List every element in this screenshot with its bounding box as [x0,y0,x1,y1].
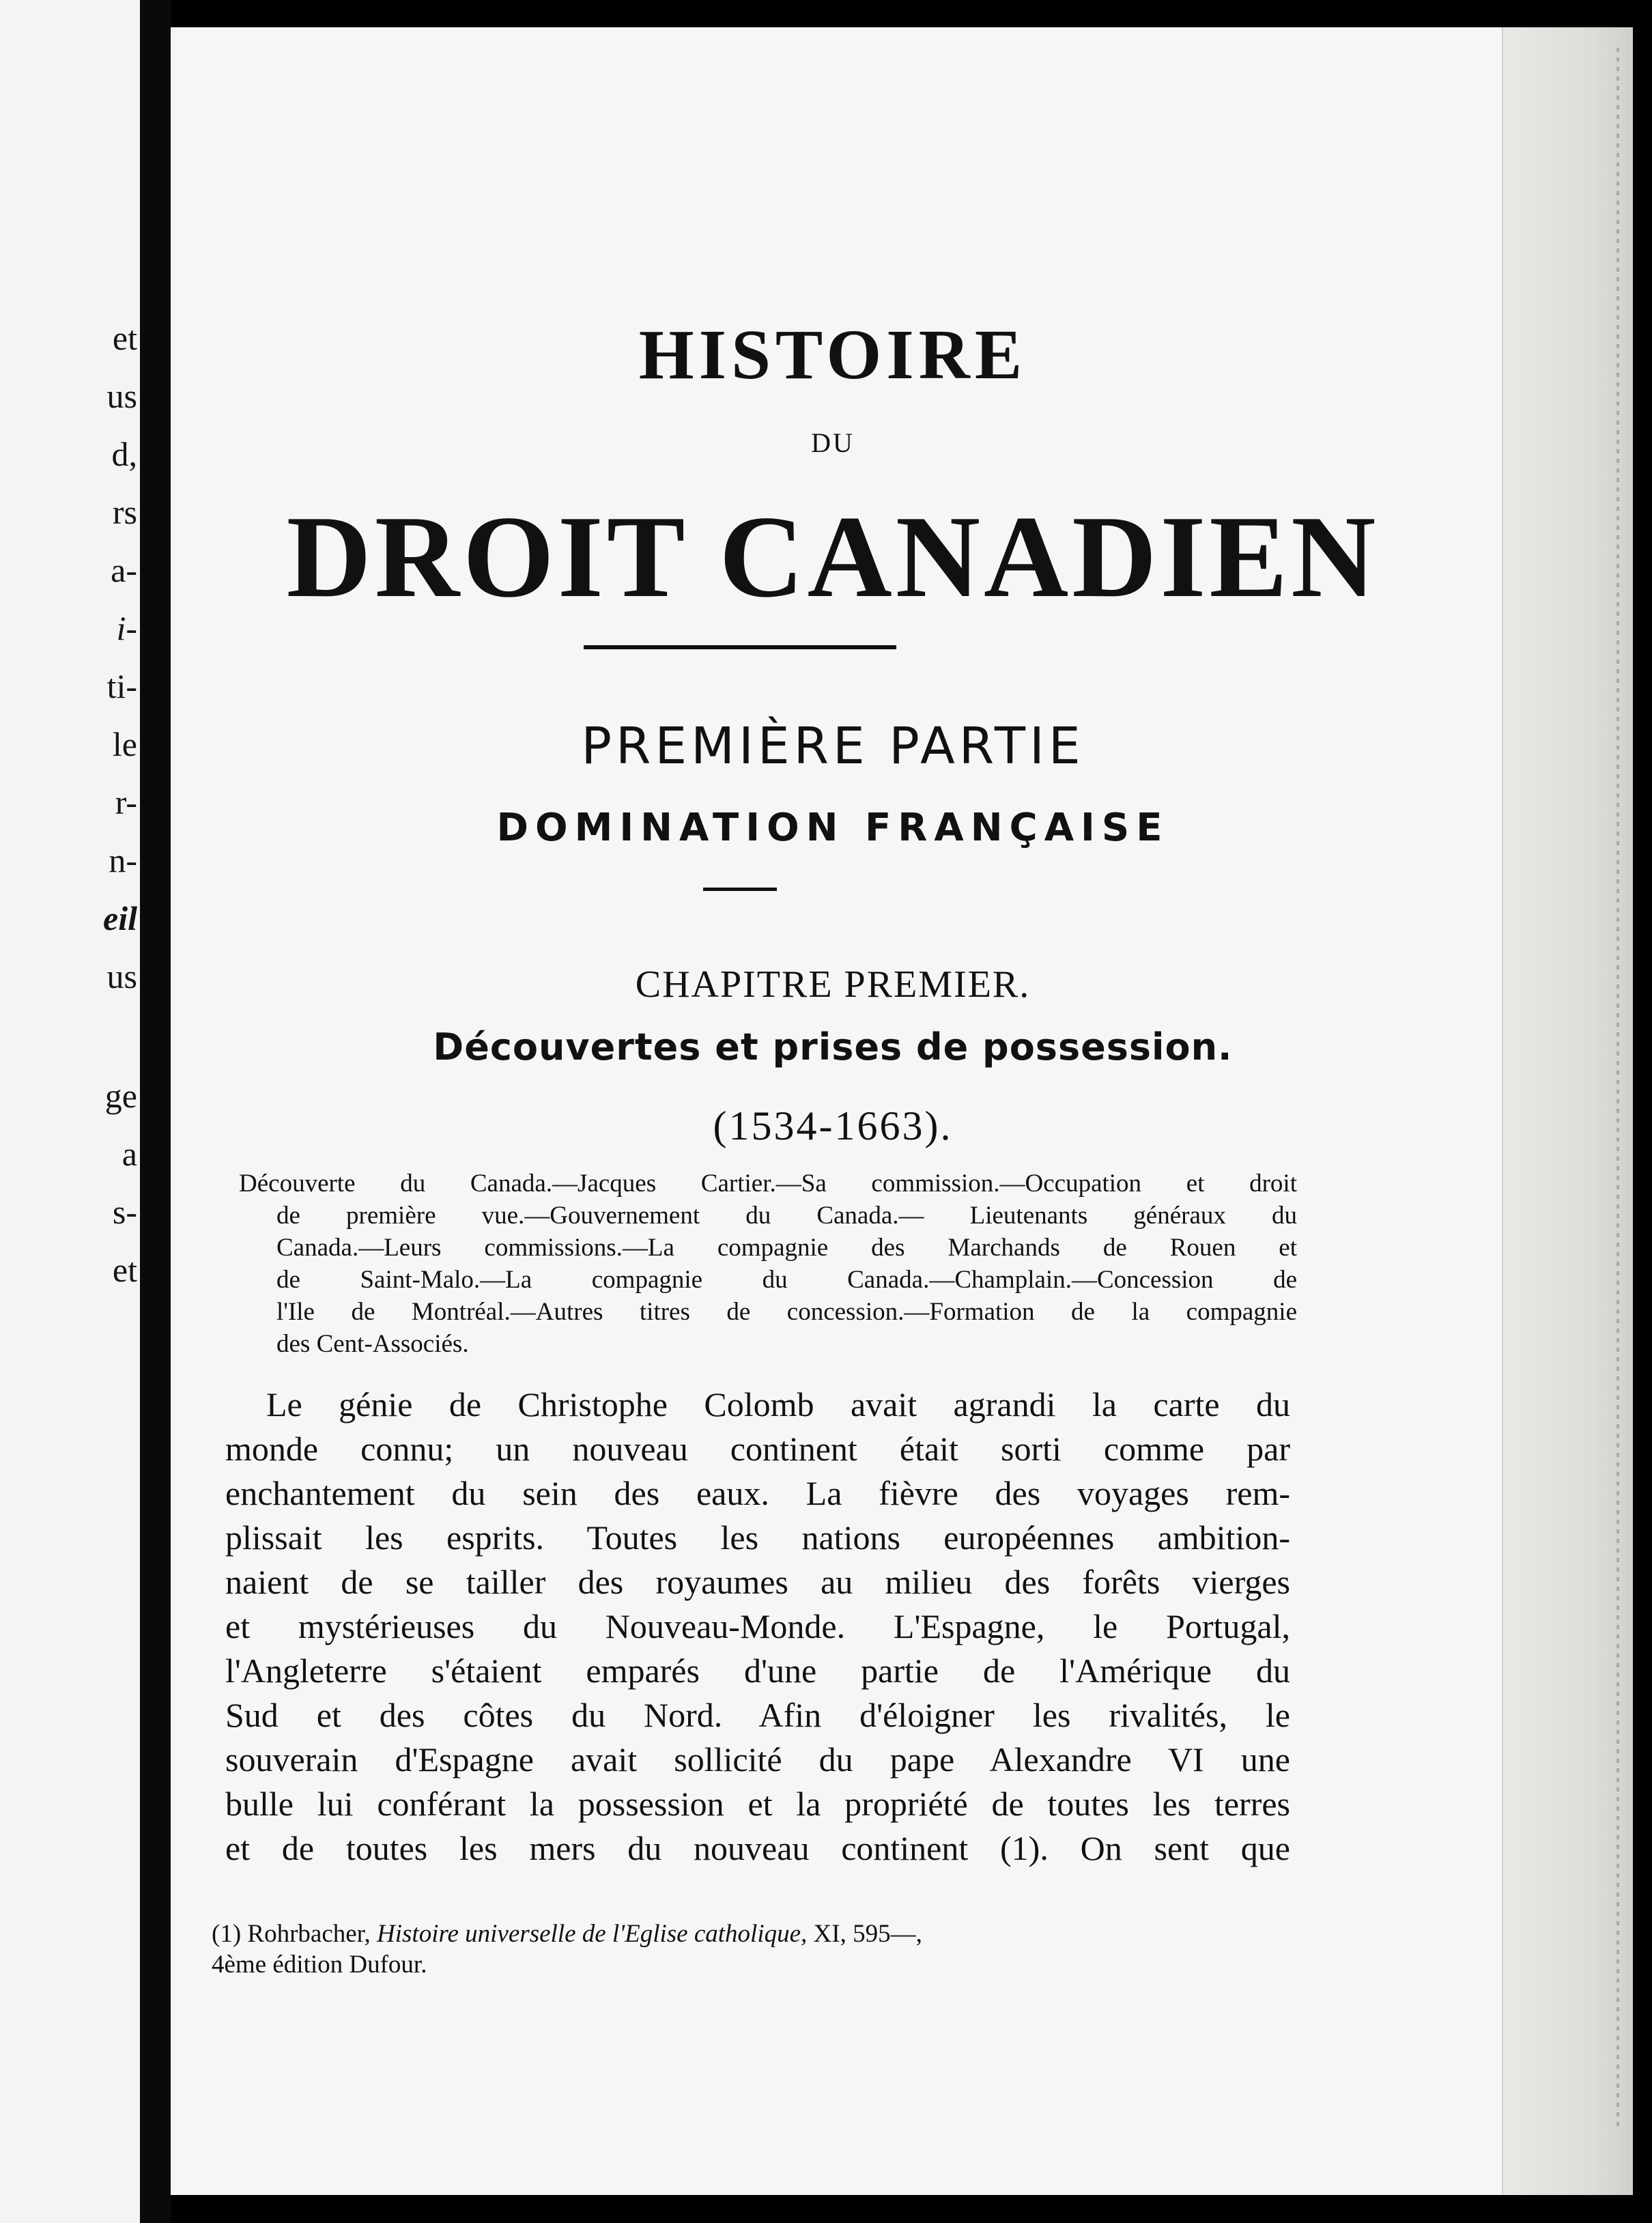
adjacent-page-fragment: us [106,957,137,995]
adjacent-page-fragment: d, [111,435,137,473]
footnote-line [212,1918,1304,1949]
adjacent-page-fragment: et [112,319,137,357]
adjacent-page-fragment: eil [103,899,137,937]
summary-line: de Saint-Malo.—La compagnie du Canada.—Champlain.—Concession de [276,1266,1297,1294]
chapter-title: Découvertes et prises de possession. [433,1025,1233,1068]
adjacent-page-fragment: us [106,377,137,415]
adjacent-page-fragment: r- [115,783,137,821]
body-line: et de toutes les mers du nouveau continent (1). On sent que [225,1829,1290,1867]
adjacent-page-fragment: ti- [106,667,137,705]
body-text [225,1383,1290,1871]
footnote-marker: (1) [212,1920,242,1948]
body-line: monde connu; un nouveau continent était sorti comme par [225,1430,1290,1468]
adjacent-page-fragment: n- [109,841,137,879]
adjacent-page-fragment: ge [104,1077,137,1115]
adjacent-page-fragment: et [112,1251,137,1289]
chapter-heading: CHAPITRE PREMIER. [635,963,1031,1006]
adjacent-page-strip [0,0,140,2223]
summary-line: des Cent-Associés. [276,1330,469,1358]
adjacent-page-fragment: a- [111,551,137,589]
summary-line: l'Ile de Montréal.—Autres titres de concession.—Formation de la compagnie [276,1298,1297,1326]
adjacent-page-fragment: i- [116,609,137,647]
chapter-dates: (1534-1663). [713,1103,953,1148]
summary-line: Découverte du Canada.—Jacques Cartier.—Sa commission.—Occupation et droit [239,1170,1297,1198]
body-line: Sud et des côtes du Nord. Afin d'éloigner les rivalités, le [225,1696,1290,1734]
body-line: Le génie de Christophe Colomb avait agrandi la carte du [266,1385,1290,1424]
part-subtitle: DOMINATION FRANÇAISE [496,806,1169,850]
title-line-droit-canadien: DROIT CANADIEN [286,492,1380,622]
adjacent-page-fragment: rs [112,493,137,531]
footnote-edition: 4ème édition Dufour. [212,1951,427,1979]
adjacent-page-fragment: s- [112,1193,137,1231]
title-divider-rule [584,645,896,649]
summary-line: de première vue.—Gouvernement du Canada.— Lieutenants généraux du [276,1202,1297,1230]
body-line: plissait les esprits. Toutes les nations européennes ambition- [225,1518,1290,1557]
adjacent-page-fragment: a [122,1135,137,1173]
footnote-work-title: Histoire universelle de l'Eglise catholique, [377,1920,808,1948]
title-line-du: DU [811,427,855,458]
footnote [212,1918,1304,1980]
book-page [171,27,1633,2195]
body-line: souverain d'Espagne avait sollicité du pape Alexandre VI une [225,1740,1290,1779]
footnote-author: Rohrbacher, [247,1920,371,1948]
adjacent-page-fragment: le [112,725,137,763]
body-line: et mystérieuses du Nouveau-Monde. L'Espagne, le Portugal, [225,1607,1290,1645]
body-line: bulle lui conférant la possession et la propriété de toutes les terres [225,1785,1290,1823]
book-spine-shadow [140,0,171,2223]
part-heading: PREMIÈRE PARTIE [581,717,1085,776]
chapter-summary [239,1167,1297,1360]
summary-line: Canada.—Leurs commissions.—La compagnie des Marchands de Rouen et [276,1234,1297,1262]
footnote-reference: XI, 595—, [813,1920,922,1948]
part-divider-rule [703,888,777,891]
body-line: naient de se tailler des royaumes au milieu des forêts vierges [225,1563,1290,1601]
title-line-histoire: HISTOIRE [638,315,1027,394]
body-line: enchantement du sein des eaux. La fièvre des voyages rem- [225,1474,1290,1512]
page-edge-stack [1502,27,1633,2195]
body-line: l'Angleterre s'étaient emparés d'une partie de l'Amérique du [225,1652,1290,1690]
